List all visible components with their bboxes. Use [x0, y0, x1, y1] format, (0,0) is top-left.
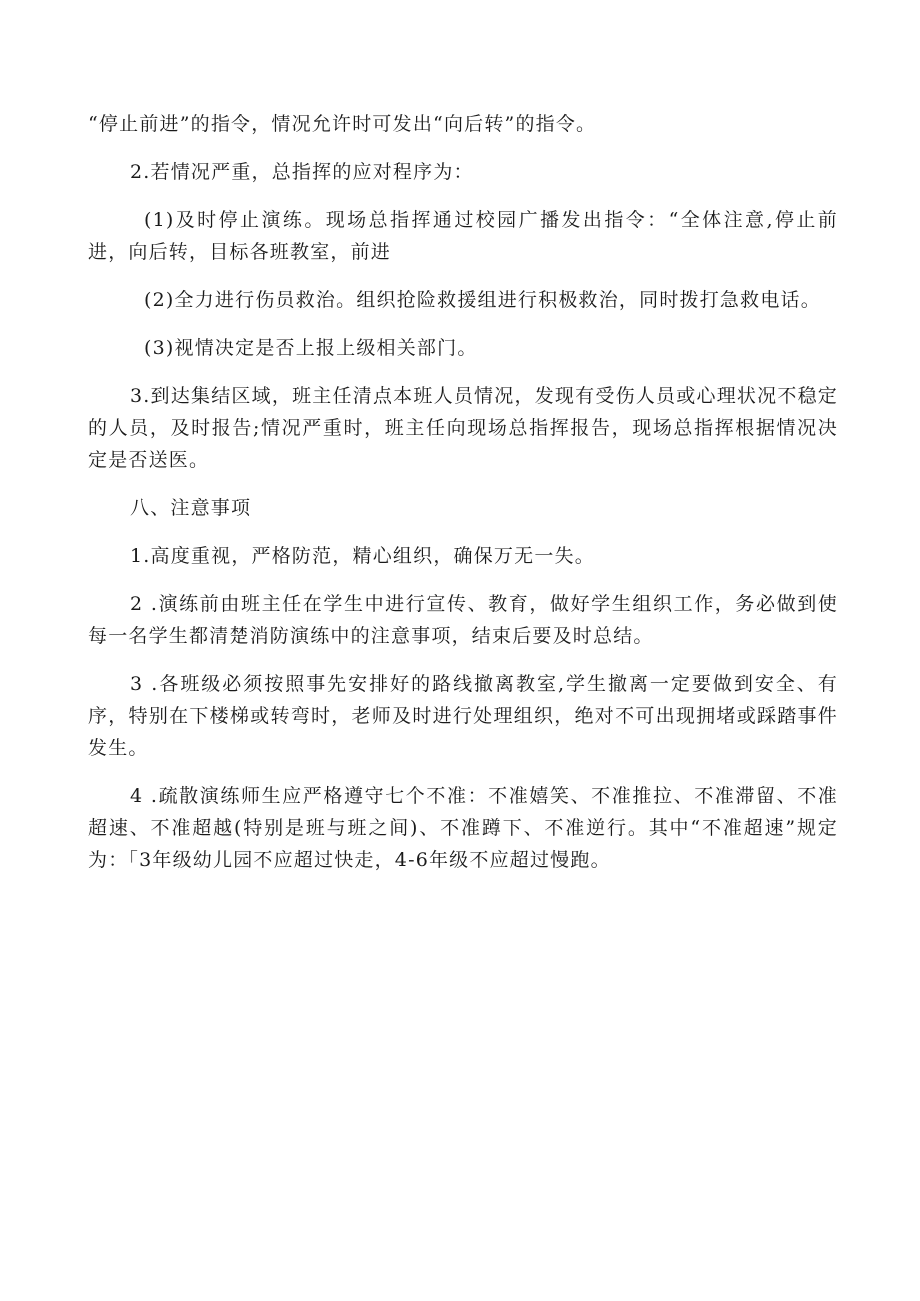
paragraph-item-3: 3.到达集结区域，班主任清点本班人员情况，发现有受伤人员或心理状况不稳定的人员，及时报告;情况严重时，班主任向现场总指挥报告，现场总指挥根据情况决定是否送医。 [88, 385, 838, 471]
paragraph-subitem-3: (3)视情决定是否上报上级相关部门。 [144, 337, 478, 359]
notes-item-3: 3 .各班级必须按照事先安排好的路线撤离教室,学生撤离一定要做到安全、有序，特别在下楼梯或转弯时，老师及时进行处理组织，绝对不可出现拥堵或踩踏事件发生。 [88, 673, 838, 759]
paragraph-continuation: “停止前进”的指令，情况允许时可发出“向后转”的指令。 [88, 113, 597, 135]
notes-item-2: 2 .演练前由班主任在学生中进行宣传、教育，做好学生组织工作，务必做到使每一名学生都清楚消防演练中的注意事项，结束后要及时总结。 [88, 593, 838, 647]
paragraph-item-2: 2.若情况严重，总指挥的应对程序为： [130, 161, 474, 183]
notes-item-4: 4 .疏散演练师生应严格遵守七个不准：不准嬉笑、不准推拉、不准滞留、不准超速、不准超越(特别是班与班之间)、不准蹲下、不准逆行。其中“不准超速”规定为：「3年级幼儿园不应超过快走，4-6年级不应超过慢跑。 [88, 785, 838, 871]
notes-item-1: 1.高度重视，严格防范，精心组织，确保万无一失。 [130, 545, 595, 567]
paragraph-subitem-2: (2)全力进行伤员救治。组织抢险救援组进行积极救治，同时拨打急救电话。 [144, 289, 821, 311]
paragraph-subitem-1: (1)及时停止演练。现场总指挥通过校园广播发出指令：“全体注意,停止前进，向后转，目标各班教室，前进 [88, 209, 838, 263]
section-heading-notes: 八、注意事项 [130, 497, 252, 519]
document-body [88, 108, 838, 892]
